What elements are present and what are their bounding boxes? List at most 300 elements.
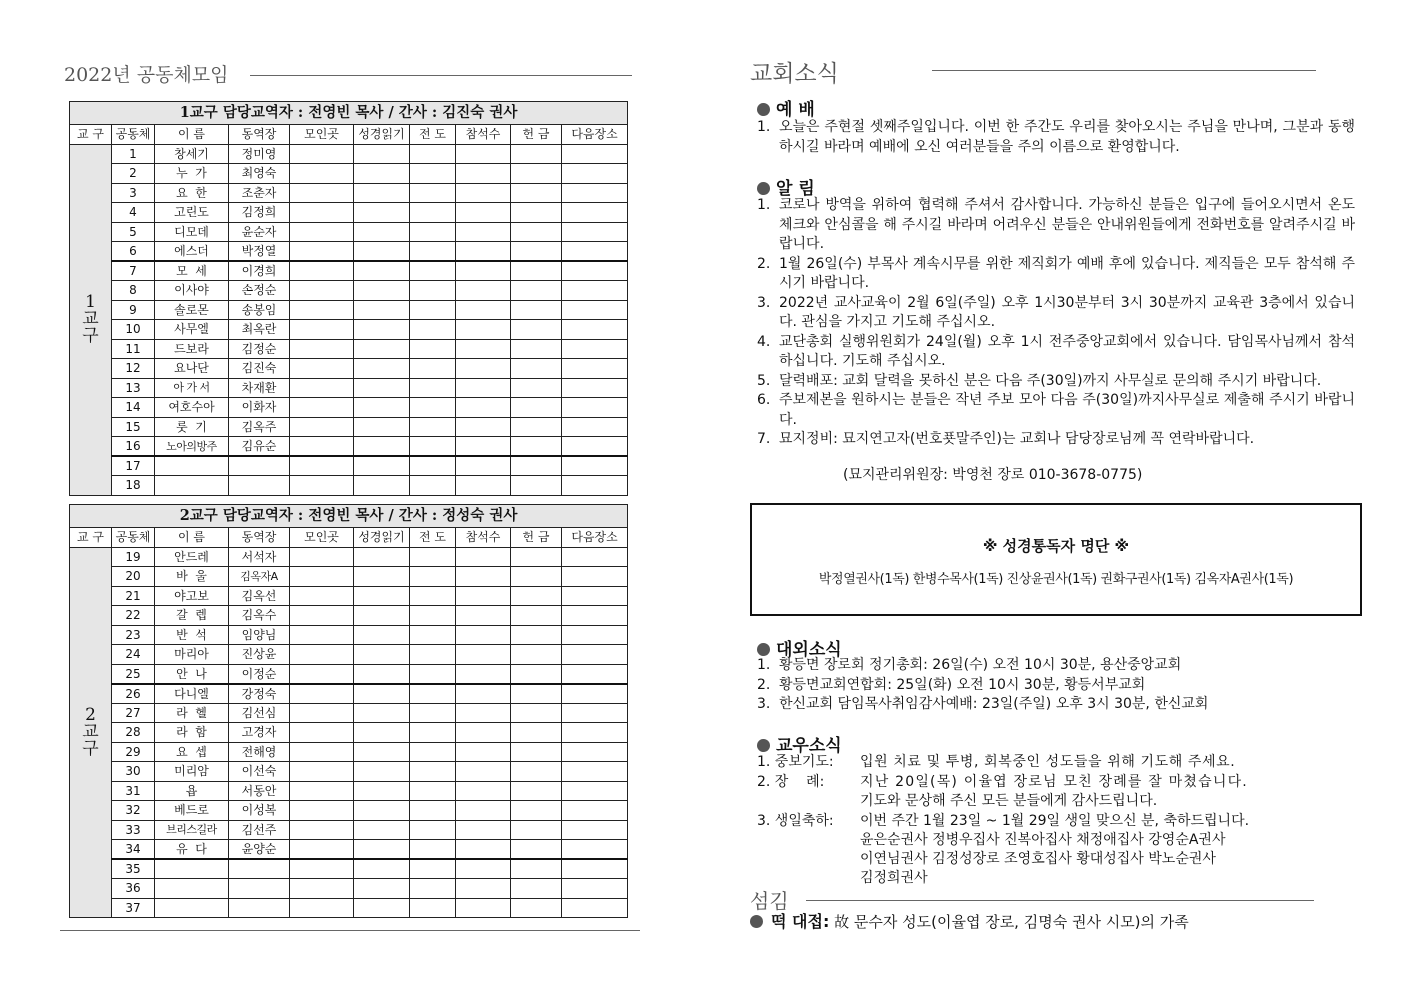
community-name: 안드레 bbox=[155, 547, 229, 567]
blank-cell bbox=[456, 742, 511, 762]
gu-label-char: 1 bbox=[85, 292, 96, 312]
birthday-line3: 이연님권사 김정성장로 조영호집사 황대성집사 박노순권사 bbox=[860, 851, 1216, 867]
blank-cell bbox=[290, 684, 354, 704]
blank-cell bbox=[562, 144, 628, 164]
leader-name: 최영숙 bbox=[229, 164, 290, 184]
blank-cell bbox=[354, 437, 410, 457]
blank-cell bbox=[511, 300, 562, 320]
table-row bbox=[70, 879, 628, 899]
column-header: 동역장 bbox=[229, 125, 290, 145]
row-number: 17 bbox=[112, 456, 155, 476]
blank-cell bbox=[511, 144, 562, 164]
list-item bbox=[757, 656, 1355, 676]
item-text: 코로나 방역을 위하여 협력해 주셔서 감사합니다. 가능하신 분들은 입구에 들어오시면서 온도체크와 안심콜을 해 주시길 바라며 어려우신 분들은 안내위원들에게 전화번호를 알려주시길 바랍니다. bbox=[779, 197, 1355, 252]
blank-cell bbox=[354, 300, 410, 320]
table-row bbox=[70, 625, 628, 645]
item-number: 1. bbox=[757, 657, 771, 673]
table-row bbox=[70, 645, 628, 665]
blank-cell bbox=[456, 398, 511, 418]
leader-name: 김정순 bbox=[229, 339, 290, 359]
table-row bbox=[70, 144, 628, 164]
group2-table bbox=[69, 504, 628, 918]
item-number: 7. bbox=[757, 431, 771, 447]
leader-name: 이경희 bbox=[229, 261, 290, 281]
funeral-line1: 지난 20일(목) 이율엽 장로님 모친 장례를 잘 마쳤습니다. bbox=[860, 774, 1248, 790]
blank-cell bbox=[354, 359, 410, 379]
funeral-label: 2. 장 례: bbox=[757, 774, 825, 790]
blank-cell bbox=[456, 664, 511, 684]
row-number: 25 bbox=[112, 664, 155, 684]
blank-cell bbox=[511, 417, 562, 437]
leader-name: 이성복 bbox=[229, 801, 290, 821]
leader-name: 차재환 bbox=[229, 378, 290, 398]
blank-cell bbox=[410, 203, 456, 223]
community-name: 야고보 bbox=[155, 586, 229, 606]
blank-cell bbox=[456, 456, 511, 476]
blank-cell bbox=[410, 781, 456, 801]
bible-box-title: ※ 성경통독자 명단 ※ bbox=[982, 537, 1130, 555]
row-number: 36 bbox=[112, 879, 155, 899]
blank-cell bbox=[562, 281, 628, 301]
table-row bbox=[70, 762, 628, 782]
blank-cell bbox=[354, 183, 410, 203]
community-name: 요나단 bbox=[155, 359, 229, 379]
table-row bbox=[70, 781, 628, 801]
blank-cell bbox=[562, 742, 628, 762]
blank-cell bbox=[456, 586, 511, 606]
leader-name bbox=[229, 476, 290, 496]
notices-heading-text: 알 림 bbox=[776, 179, 815, 199]
table-row bbox=[70, 606, 628, 626]
blank-cell bbox=[290, 378, 354, 398]
list-item bbox=[757, 391, 1355, 430]
blank-cell bbox=[456, 261, 511, 281]
community-name: 라 함 bbox=[155, 723, 229, 743]
blank-cell bbox=[354, 879, 410, 899]
table-row bbox=[70, 417, 628, 437]
community-name: 아 가 서 bbox=[155, 378, 229, 398]
community-name: 룻 기 bbox=[155, 417, 229, 437]
blank-cell bbox=[410, 801, 456, 821]
leader-name: 김유순 bbox=[229, 437, 290, 457]
table-row bbox=[70, 820, 628, 840]
blank-cell bbox=[456, 164, 511, 184]
blank-cell bbox=[511, 398, 562, 418]
table-row bbox=[70, 339, 628, 359]
blank-cell bbox=[290, 203, 354, 223]
group2-header: 2교구 담당교역자 : 전영빈 목사 / 간사 : 정성숙 권사 bbox=[70, 505, 628, 528]
funeral-line2: 기도와 문상해 주신 모든 분들에게 감사드립니다. bbox=[860, 793, 1158, 809]
blank-cell bbox=[456, 242, 511, 262]
birthday-label: 3. 생일축하: bbox=[757, 813, 834, 829]
blank-cell bbox=[354, 645, 410, 665]
row-number: 9 bbox=[112, 300, 155, 320]
column-header: 교 구 bbox=[70, 125, 112, 145]
blank-cell bbox=[562, 820, 628, 840]
blank-cell bbox=[456, 703, 511, 723]
right-title-rule bbox=[932, 70, 1316, 71]
table-row bbox=[70, 398, 628, 418]
blank-cell bbox=[410, 164, 456, 184]
item-text: 한신교회 담임목사취임감사예배: 23일(주일) 오후 3시 30분, 한신교회 bbox=[779, 696, 1209, 712]
blank-cell bbox=[354, 781, 410, 801]
blank-cell bbox=[456, 781, 511, 801]
blank-cell bbox=[290, 476, 354, 496]
blank-cell bbox=[511, 359, 562, 379]
blank-cell bbox=[511, 742, 562, 762]
blank-cell bbox=[562, 567, 628, 587]
list-item bbox=[757, 430, 1355, 450]
gu-label-char: 구 bbox=[82, 326, 99, 346]
blank-cell bbox=[410, 417, 456, 437]
row-number: 27 bbox=[112, 703, 155, 723]
community-name bbox=[155, 898, 229, 918]
community-name: 갈 렙 bbox=[155, 606, 229, 626]
blank-cell bbox=[511, 183, 562, 203]
blank-cell bbox=[562, 586, 628, 606]
row-number: 22 bbox=[112, 606, 155, 626]
community-name: 마리아 bbox=[155, 645, 229, 665]
community-name: 노아의방주 bbox=[155, 437, 229, 457]
community-name: 안 나 bbox=[155, 664, 229, 684]
blank-cell bbox=[354, 417, 410, 437]
item-text: 2022년 교사교육이 2월 6일(주일) 오후 1시30분부터 3시 30분까지 교육관 3층에서 있습니다. 관심을 가지고 기도해 주십시오. bbox=[779, 294, 1355, 330]
blank-cell bbox=[410, 742, 456, 762]
list-item bbox=[757, 333, 1355, 372]
row-number: 13 bbox=[112, 378, 155, 398]
row-number: 5 bbox=[112, 222, 155, 242]
blank-cell bbox=[354, 476, 410, 496]
blank-cell bbox=[511, 222, 562, 242]
item-number: 3. bbox=[757, 696, 771, 712]
table-row bbox=[70, 567, 628, 587]
blank-cell bbox=[511, 437, 562, 457]
leader-name: 송봉임 bbox=[229, 300, 290, 320]
blank-cell bbox=[456, 144, 511, 164]
blank-cell bbox=[456, 625, 511, 645]
blank-cell bbox=[456, 339, 511, 359]
blank-cell bbox=[354, 762, 410, 782]
blank-cell bbox=[562, 437, 628, 457]
leader-name: 김진숙 bbox=[229, 359, 290, 379]
blank-cell bbox=[290, 417, 354, 437]
blank-cell bbox=[410, 547, 456, 567]
row-number: 23 bbox=[112, 625, 155, 645]
blank-cell bbox=[354, 456, 410, 476]
blank-cell bbox=[456, 437, 511, 457]
row-number: 8 bbox=[112, 281, 155, 301]
row-number: 33 bbox=[112, 820, 155, 840]
blank-cell bbox=[456, 222, 511, 242]
table-row bbox=[70, 586, 628, 606]
row-number: 20 bbox=[112, 567, 155, 587]
blank-cell bbox=[290, 840, 354, 860]
row-number: 19 bbox=[112, 547, 155, 567]
row-number: 32 bbox=[112, 801, 155, 821]
blank-cell bbox=[562, 242, 628, 262]
blank-cell bbox=[290, 300, 354, 320]
column-header: 다음장소 bbox=[562, 125, 628, 145]
blank-cell bbox=[354, 222, 410, 242]
row-number: 30 bbox=[112, 762, 155, 782]
blank-cell bbox=[410, 456, 456, 476]
leader-name: 김옥선 bbox=[229, 586, 290, 606]
leader-name: 윤양순 bbox=[229, 840, 290, 860]
blank-cell bbox=[511, 320, 562, 340]
row-number: 1 bbox=[112, 144, 155, 164]
blank-cell bbox=[354, 703, 410, 723]
table-row bbox=[70, 898, 628, 918]
item-number: 2. bbox=[757, 676, 771, 693]
column-header: 전 도 bbox=[410, 528, 456, 548]
item-number: 4. bbox=[757, 333, 771, 350]
table-row bbox=[70, 222, 628, 242]
blank-cell bbox=[511, 859, 562, 879]
blank-cell bbox=[290, 222, 354, 242]
row-number: 26 bbox=[112, 684, 155, 704]
blank-cell bbox=[410, 183, 456, 203]
column-header: 헌 금 bbox=[511, 125, 562, 145]
blank-cell bbox=[290, 437, 354, 457]
blank-cell bbox=[354, 547, 410, 567]
bible-reader-box bbox=[750, 503, 1362, 616]
blank-cell bbox=[511, 476, 562, 496]
worship-list bbox=[757, 118, 1355, 157]
community-name: 요 셉 bbox=[155, 742, 229, 762]
community-name: 라 헬 bbox=[155, 703, 229, 723]
leader-name: 손정순 bbox=[229, 281, 290, 301]
column-header: 동역장 bbox=[229, 528, 290, 548]
blank-cell bbox=[511, 378, 562, 398]
blank-cell bbox=[511, 684, 562, 704]
leader-name: 정미영 bbox=[229, 144, 290, 164]
table-row bbox=[70, 378, 628, 398]
table-row bbox=[70, 684, 628, 704]
row-number: 35 bbox=[112, 859, 155, 879]
gu-label-cell bbox=[70, 547, 112, 918]
column-header: 공동체 bbox=[112, 125, 155, 145]
blank-cell bbox=[562, 723, 628, 743]
community-name: 창세기 bbox=[155, 144, 229, 164]
table-row bbox=[70, 300, 628, 320]
leader-name bbox=[229, 859, 290, 879]
leader-name: 이선숙 bbox=[229, 762, 290, 782]
leader-name: 박정열 bbox=[229, 242, 290, 262]
community-name: 누 가 bbox=[155, 164, 229, 184]
blank-cell bbox=[456, 183, 511, 203]
blank-cell bbox=[456, 820, 511, 840]
blank-cell bbox=[354, 684, 410, 704]
blank-cell bbox=[562, 762, 628, 782]
blank-cell bbox=[410, 859, 456, 879]
community-name: 요 한 bbox=[155, 183, 229, 203]
row-number: 6 bbox=[112, 242, 155, 262]
column-header: 이 름 bbox=[155, 125, 229, 145]
blank-cell bbox=[562, 898, 628, 918]
blank-cell bbox=[511, 820, 562, 840]
blank-cell bbox=[410, 281, 456, 301]
service-title: 섬김 bbox=[750, 889, 789, 913]
bible-box-names: 박정열권사(1독) 한병수목사(1독) 진상윤권사(1독) 권화구권사(1독) 김옥자A권사(1독) bbox=[818, 572, 1294, 587]
blank-cell bbox=[562, 378, 628, 398]
blank-cell bbox=[410, 606, 456, 626]
leader-name: 김정희 bbox=[229, 203, 290, 223]
prayer-text: 입원 치료 및 투병, 회복중인 성도들을 위해 기도해 주세요. bbox=[860, 754, 1236, 770]
blank-cell bbox=[290, 606, 354, 626]
row-number: 16 bbox=[112, 437, 155, 457]
blank-cell bbox=[354, 723, 410, 743]
blank-cell bbox=[562, 476, 628, 496]
blank-cell bbox=[290, 339, 354, 359]
item-text: 주보제본을 원하시는 분들은 작년 주보 모아 다음 주(30일)까지사무실로 제출해 주시기 바랍니다. bbox=[779, 392, 1355, 428]
community-name: 고린도 bbox=[155, 203, 229, 223]
column-header: 참석수 bbox=[456, 125, 511, 145]
blank-cell bbox=[456, 801, 511, 821]
item-text: 황등면교회연합회: 25일(화) 오전 10시 30분, 황등서부교회 bbox=[779, 676, 1146, 693]
community-name bbox=[155, 859, 229, 879]
gu-label-char: 구 bbox=[82, 738, 99, 759]
blank-cell bbox=[456, 547, 511, 567]
blank-cell bbox=[562, 781, 628, 801]
list-item bbox=[757, 372, 1355, 392]
blank-cell bbox=[562, 840, 628, 860]
blank-cell bbox=[354, 586, 410, 606]
members-heading-text: 교우소식 bbox=[776, 736, 842, 756]
blank-cell bbox=[410, 567, 456, 587]
row-number: 28 bbox=[112, 723, 155, 743]
blank-cell bbox=[562, 417, 628, 437]
item-number: 3. bbox=[757, 294, 771, 311]
blank-cell bbox=[456, 762, 511, 782]
community-name: 이사야 bbox=[155, 281, 229, 301]
blank-cell bbox=[410, 144, 456, 164]
prayer-label: 1. 중보기도: bbox=[757, 754, 834, 770]
blank-cell bbox=[511, 606, 562, 626]
blank-cell bbox=[290, 625, 354, 645]
blank-cell bbox=[511, 625, 562, 645]
row-number: 15 bbox=[112, 417, 155, 437]
blank-cell bbox=[410, 684, 456, 704]
leader-name: 김옥수 bbox=[229, 606, 290, 626]
table-row bbox=[70, 242, 628, 262]
leader-name: 이화자 bbox=[229, 398, 290, 418]
blank-cell bbox=[511, 801, 562, 821]
community-name: 욥 bbox=[155, 781, 229, 801]
blank-cell bbox=[562, 456, 628, 476]
blank-cell bbox=[410, 879, 456, 899]
blank-cell bbox=[290, 547, 354, 567]
leader-name: 전해영 bbox=[229, 742, 290, 762]
column-header: 공동체 bbox=[112, 528, 155, 548]
row-number: 12 bbox=[112, 359, 155, 379]
birthday-line4: 김정희권사 bbox=[860, 870, 928, 886]
table-row bbox=[70, 801, 628, 821]
blank-cell bbox=[410, 320, 456, 340]
column-header: 성경읽기 bbox=[354, 125, 410, 145]
community-name: 미리암 bbox=[155, 762, 229, 782]
row-number: 14 bbox=[112, 398, 155, 418]
service-label: 떡 대접: bbox=[771, 912, 830, 931]
blank-cell bbox=[410, 625, 456, 645]
column-header: 헌 금 bbox=[511, 528, 562, 548]
leader-name: 김선주 bbox=[229, 820, 290, 840]
blank-cell bbox=[511, 547, 562, 567]
blank-cell bbox=[290, 242, 354, 262]
blank-cell bbox=[290, 281, 354, 301]
row-number: 11 bbox=[112, 339, 155, 359]
blank-cell bbox=[511, 762, 562, 782]
blank-cell bbox=[410, 378, 456, 398]
left-page-title: 2022년 공동체모임 bbox=[64, 64, 229, 86]
blank-cell bbox=[290, 742, 354, 762]
blank-cell bbox=[511, 456, 562, 476]
blank-cell bbox=[290, 567, 354, 587]
group1-table bbox=[69, 101, 628, 496]
table-row bbox=[70, 320, 628, 340]
blank-cell bbox=[562, 547, 628, 567]
table-row bbox=[70, 456, 628, 476]
blank-cell bbox=[410, 762, 456, 782]
blank-cell bbox=[562, 879, 628, 899]
blank-cell bbox=[511, 567, 562, 587]
blank-cell bbox=[456, 840, 511, 860]
left-bottom-rule bbox=[60, 930, 640, 931]
blank-cell bbox=[456, 859, 511, 879]
item-number: 5. bbox=[757, 372, 771, 389]
leader-name: 서석자 bbox=[229, 547, 290, 567]
external-heading-text: 대외소식 bbox=[776, 640, 842, 660]
blank-cell bbox=[410, 645, 456, 665]
row-number: 4 bbox=[112, 203, 155, 223]
bullet-icon bbox=[757, 643, 770, 656]
blank-cell bbox=[410, 840, 456, 860]
blank-cell bbox=[511, 339, 562, 359]
blank-cell bbox=[410, 703, 456, 723]
cemetery-contact: (묘지관리위원장: 박영천 장로 010-3678-0775) bbox=[843, 467, 1143, 483]
blank-cell bbox=[290, 723, 354, 743]
table-row bbox=[70, 742, 628, 762]
table-row bbox=[70, 547, 628, 567]
leader-name bbox=[229, 879, 290, 899]
service-line bbox=[750, 912, 1189, 933]
item-number: 1. bbox=[757, 197, 771, 213]
blank-cell bbox=[562, 625, 628, 645]
blank-cell bbox=[290, 762, 354, 782]
blank-cell bbox=[456, 879, 511, 899]
blank-cell bbox=[562, 339, 628, 359]
column-header: 다음장소 bbox=[562, 528, 628, 548]
blank-cell bbox=[410, 664, 456, 684]
leader-name: 김옥자A bbox=[229, 567, 290, 587]
blank-cell bbox=[562, 359, 628, 379]
blank-cell bbox=[511, 781, 562, 801]
bullet-icon bbox=[757, 103, 770, 116]
blank-cell bbox=[456, 567, 511, 587]
row-number: 18 bbox=[112, 476, 155, 496]
blank-cell bbox=[290, 164, 354, 184]
blank-cell bbox=[456, 203, 511, 223]
blank-cell bbox=[290, 261, 354, 281]
blank-cell bbox=[410, 476, 456, 496]
item-number: 2. bbox=[757, 255, 771, 272]
column-header: 모인곳 bbox=[290, 125, 354, 145]
service-title-rule bbox=[806, 900, 1314, 901]
birthday-line1: 이번 주간 1월 23일 ~ 1월 29일 생일 맞으신 분, 축하드립니다. bbox=[860, 813, 1250, 829]
table-row bbox=[70, 164, 628, 184]
blank-cell bbox=[456, 320, 511, 340]
blank-cell bbox=[562, 645, 628, 665]
blank-cell bbox=[354, 144, 410, 164]
